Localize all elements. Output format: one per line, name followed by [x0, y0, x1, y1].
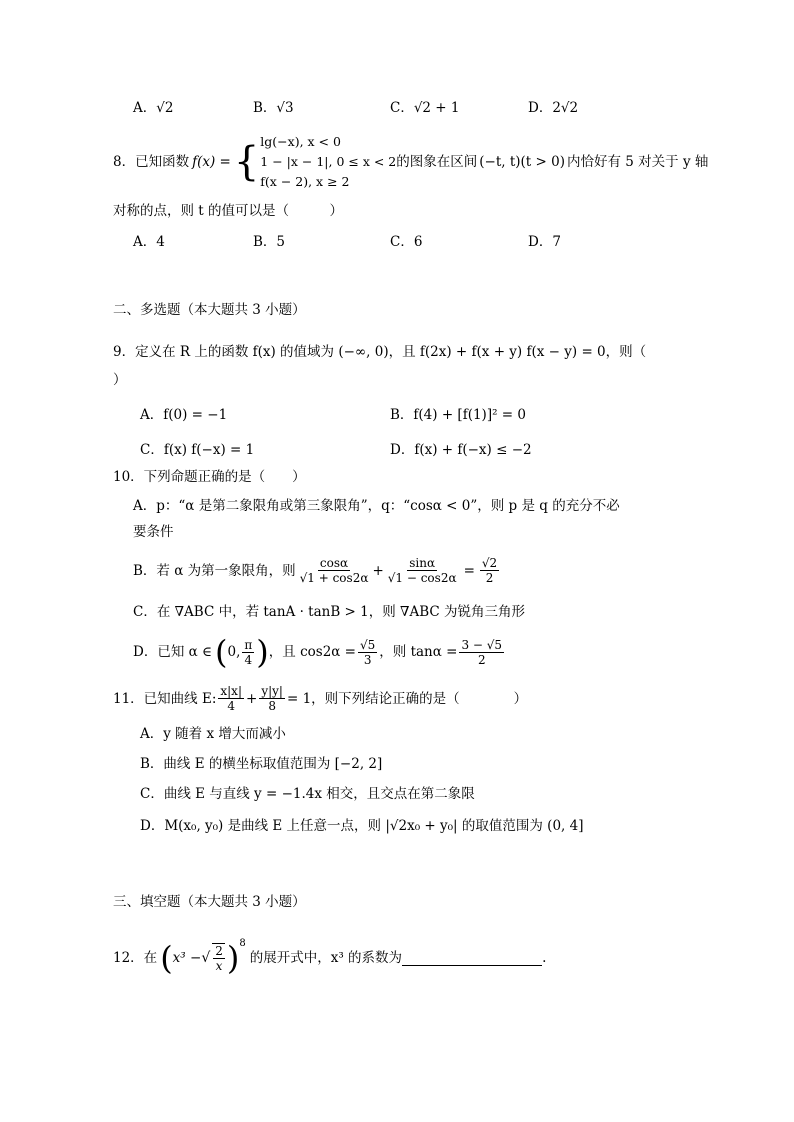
left-paren-icon: (: [215, 633, 228, 671]
q9-option-d: D．f(x) + f(−x) ≤ −2: [390, 442, 532, 458]
q10-d-mid2: ，则 tanα =: [379, 644, 458, 660]
q8-option-a: A．4: [133, 234, 165, 250]
q8-option-d: D．7: [528, 234, 561, 250]
q10-option-a-line1: A．p：“α 是第二象限角或第三象限角”，q：“cosα < 0”，则 p 是 q 的充分不必: [133, 498, 620, 514]
q12-sq-num: 2: [215, 944, 223, 958]
q10-d-interval-start: 0,: [227, 644, 241, 660]
q10-d-fraction2: [459, 638, 504, 667]
q8-option-c: C．6: [390, 234, 423, 250]
q10-d-num1: √5: [360, 637, 376, 652]
q7-option-a: A．√2: [133, 100, 174, 116]
q10-option-a-line2: 要条件: [133, 524, 174, 540]
q11-den1: 4: [227, 699, 235, 713]
q9-option-b: B．f(4) + [f(1)]² = 0: [390, 407, 526, 423]
q12-sq-den: x: [215, 959, 223, 973]
q9-option-c: C．f(x) f(−x) = 1: [140, 442, 255, 458]
q7-option-b: B．√3: [253, 100, 294, 116]
q12-answer-blank[interactable]: [402, 951, 542, 966]
q10-b-result: [480, 556, 499, 585]
q8-piece1: lg(−x), x < 0: [260, 134, 341, 149]
q11-num2: y|y|: [261, 684, 283, 698]
q11-option-a: A．y 随着 x 增大而减小: [140, 726, 286, 742]
q12-stem: [113, 938, 547, 977]
q10-d-lead: D．已知 α ∈: [133, 644, 213, 660]
section-heading-multiple-choice: 二、多选题（本大题共 3 小题）: [113, 302, 306, 318]
q10-b-rden: 2: [485, 571, 494, 585]
q9-stem-line2: ）: [113, 372, 127, 388]
q8-interval: (−t, t)(t > 0): [479, 154, 565, 170]
q8-lead: 已知函数: [135, 154, 190, 170]
q10-d-den2: 2: [477, 652, 486, 667]
q12-tail: 的展开式中，x³ 的系数为: [249, 950, 403, 966]
q10-d-fraction1: [358, 638, 377, 667]
q10-option-b: [133, 556, 501, 585]
q11-fraction2: [259, 684, 285, 713]
q8-stem-line2: 对称的点，则 t 的值可以是（ ）: [113, 203, 344, 219]
q10-d-den1: 3: [363, 652, 372, 667]
right-paren-icon: ): [256, 633, 269, 671]
q10-b-den1: √1 + cos2α: [299, 571, 369, 585]
q8-number: 8．: [113, 154, 136, 170]
q12-exponent: 8: [239, 938, 246, 949]
section-heading-fill-blank: 三、填空题（本大题共 3 小题）: [113, 894, 306, 910]
q8-option-b: B．5: [253, 234, 286, 250]
q10-d-pi-num: π: [244, 637, 253, 652]
q10-b-equals: =: [463, 562, 475, 579]
q11-stem: [113, 684, 527, 713]
q11-tail: = 1，则下列结论正确的是（ ）: [286, 690, 528, 707]
q10-stem: 10．下列命题正确的是（ ）: [113, 469, 306, 485]
q10-b-fraction2: [386, 556, 459, 585]
q11-lead: 11．已知曲线 E:: [113, 690, 217, 707]
q11-option-c: C．曲线 E 与直线 y = −1.4x 相交，且交点在第二象限: [140, 786, 475, 802]
q8-stem-line1: [113, 132, 708, 192]
q10-b-lead: B．若 α 为第一象限角，则: [133, 562, 296, 579]
q10-d-mid: ，且 cos2α =: [268, 644, 356, 660]
q12-expr-a: x³ −: [172, 950, 202, 966]
q8-tail: 内恰好有 5 对关于 y 轴: [567, 154, 709, 170]
q10-b-num2: sinα: [409, 556, 436, 570]
q8-piecewise: [234, 132, 396, 192]
q7-option-c: C．√2 + 1: [390, 100, 460, 116]
q12-left-paren-icon: (: [160, 939, 173, 977]
sqrt-icon: √: [201, 950, 211, 966]
q10-b-num1: cosα: [319, 556, 349, 570]
q10-b-fraction1: [298, 556, 371, 585]
q11-option-b: B．曲线 E 的横坐标取值范围为 [−2, 2]: [140, 756, 383, 772]
q11-fraction1: [218, 684, 244, 713]
q10-d-num2: 3 − √5: [461, 637, 503, 652]
q10-b-rnum: √2: [481, 556, 498, 570]
q8-after: 的图象在区间: [396, 154, 478, 170]
q10-option-c: C．在 ∇ABC 中，若 tanA · tanB > 1，则 ∇ABC 为锐角三角形: [133, 604, 526, 620]
q10-d-pi-den: 4: [244, 652, 253, 667]
q10-d-pi-fraction: [242, 638, 254, 667]
q12-end: .: [542, 950, 547, 966]
q11-den2: 8: [268, 699, 276, 713]
q10-option-d: [133, 633, 506, 671]
q11-plus: +: [246, 690, 258, 707]
q12-sqrt-fraction: [212, 943, 225, 973]
q11-num1: x|x|: [220, 684, 242, 698]
q9-option-a: A．f(0) = −1: [140, 407, 228, 423]
q7-option-d: D．2√2: [528, 100, 579, 116]
q8-piece2: 1 − |x − 1|, 0 ≤ x < 2: [260, 154, 397, 169]
q12-lead: 12．在: [113, 950, 158, 966]
left-brace-icon: {: [233, 139, 260, 185]
q11-option-d: D．M(x₀, y₀) 是曲线 E 上任意一点，则 |√2x₀ + y₀| 的取值范围为 (0, 4]: [140, 818, 584, 834]
q10-b-den2: √1 − cos2α: [387, 571, 457, 585]
q12-right-paren-icon: ): [226, 939, 240, 977]
q9-stem-line1: 9．定义在 R 上的函数 f(x) 的值域为 (−∞, 0)，且 f(2x) + f(x + y) f(x − y) = 0，则（: [113, 344, 647, 360]
q10-b-plus: +: [372, 562, 384, 579]
q8-fx: f(x) =: [192, 154, 231, 170]
q8-piece3: f(x − 2), x ≥ 2: [260, 174, 350, 189]
